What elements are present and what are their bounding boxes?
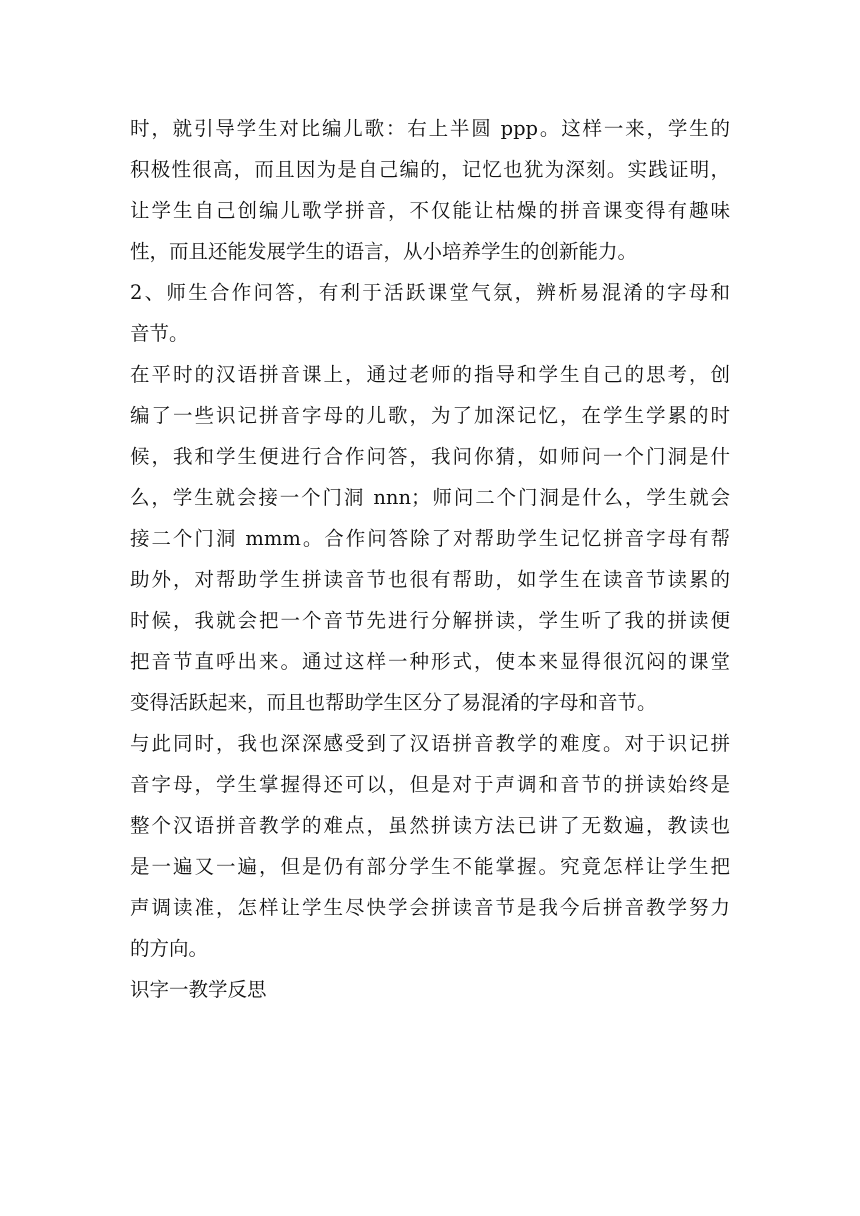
text-line: 2、师生合作问答，有利于活跃课堂气氛，辨析易混淆的字母和: [130, 281, 730, 304]
text-line: 的方向。: [130, 937, 209, 960]
text-line: 音节。: [130, 322, 189, 345]
paragraph-children-rhymes-result: [130, 108, 730, 272]
text-line: 声调读准，怎样让学生尽快学会拼读音节是我今后拼音教学努力: [130, 896, 730, 919]
text-line: 音字母，学生掌握得还可以，但是对于声调和音节的拼读始终是: [130, 773, 730, 796]
text-line: 性，而且还能发展学生的语言，从小培养学生的创新能力。: [130, 240, 638, 263]
text-line: 么，学生就会接一个门洞 nnn；师问二个门洞是什么，学生就会: [130, 486, 730, 509]
text-line: 接二个门洞 mmm。合作问答除了对帮助学生记忆拼音字母有帮: [130, 527, 730, 550]
paragraph-heading-teacher-student-qa: [130, 272, 730, 354]
text-line: 在平时的汉语拼音课上，通过老师的指导和学生自己的思考，创: [130, 363, 730, 386]
text-line: 把音节直呼出来。通过这样一种形式，使本来显得很沉闷的课堂: [130, 650, 730, 673]
text-line: 积极性很高，而且因为是自己编的，记忆也犹为深刻。实践证明，: [130, 158, 730, 181]
paragraph-qa-practice: [130, 354, 730, 723]
text-line: 让学生自己创编儿歌学拼音，不仅能让枯燥的拼音课变得有趣味: [130, 199, 730, 222]
text-line: 时，就引导学生对比编儿歌：右上半圆 ppp。这样一来，学生的: [130, 117, 730, 140]
text-line: 整个汉语拼音教学的难点，虽然拼读方法已讲了无数遍，教读也: [130, 814, 730, 837]
text-line: 时候，我就会把一个音节先进行分解拼读，学生听了我的拼读便: [130, 609, 730, 632]
section-title: 识字一教学反思: [130, 978, 267, 1001]
paragraph-teaching-difficulty: [130, 723, 730, 969]
text-line: 是一遍又一遍，但是仍有部分学生不能掌握。究竟怎样让学生把: [130, 855, 730, 878]
section-title-literacy-reflection: [130, 969, 730, 1010]
text-line: 编了一些识记拼音字母的儿歌，为了加深记忆，在学生学累的时: [130, 404, 730, 427]
text-line: 与此同时，我也深深感受到了汉语拼音教学的难度。对于识记拼: [130, 732, 730, 755]
document-body: [130, 108, 730, 1010]
text-line: 候，我和学生便进行合作问答，我问你猜，如师问一个门洞是什: [130, 445, 730, 468]
text-line: 变得活跃起来，而且也帮助学生区分了易混淆的字母和音节。: [130, 691, 657, 714]
text-line: 助外，对帮助学生拼读音节也很有帮助，如学生在读音节读累的: [130, 568, 730, 591]
